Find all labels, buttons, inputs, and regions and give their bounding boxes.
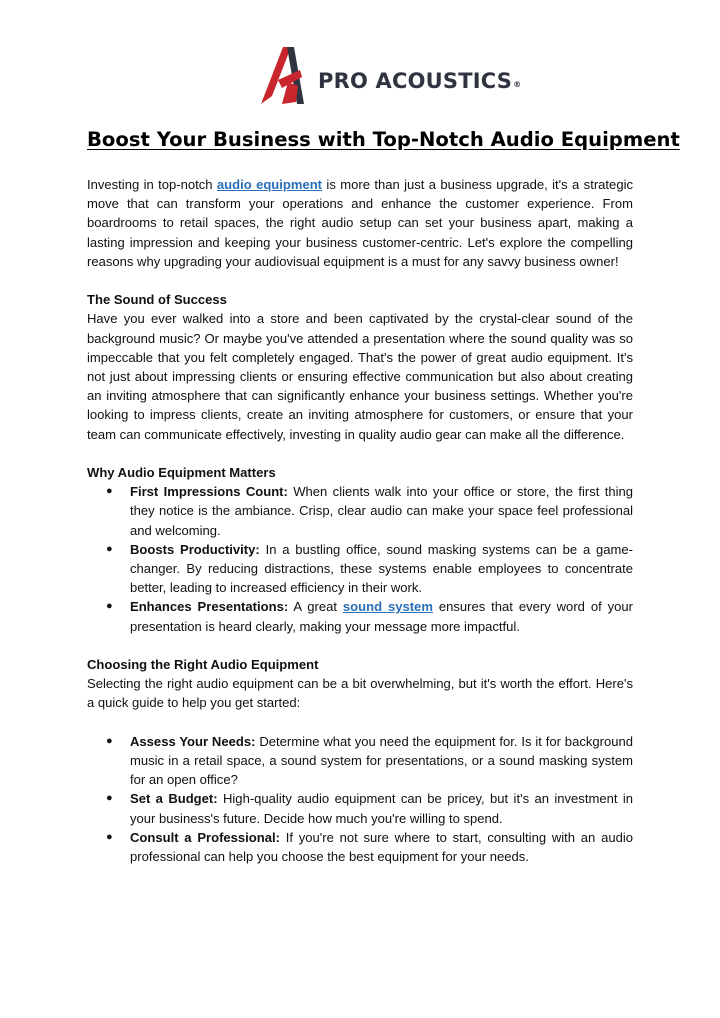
sound-system-link[interactable]: sound system <box>342 599 433 615</box>
bullet-icon: ● <box>106 734 113 747</box>
bullet-icon: ● <box>106 485 113 498</box>
pro-acoustics-a-icon <box>258 44 310 106</box>
brand-name: PRO ACOUSTICS® <box>318 68 522 93</box>
bullet-icon: ● <box>106 600 113 613</box>
article-body <box>87 175 633 866</box>
why-audio-list <box>87 482 633 636</box>
section-heading-sound-of-success: The Sound of Success <box>87 292 227 308</box>
choosing-equipment-paragraph: Selecting the right audio equipment can be a bit overwhelming, but it's worth the effort. Here's a quick guide to help you get started: <box>87 676 633 711</box>
choosing-guide-list <box>87 732 633 866</box>
section-heading-choosing-equipment: Choosing the Right Audio Equipment <box>87 657 319 673</box>
list-item: ● Consult a Professional: If you're not sure where to start, consulting with an audio professional can help you choose the best equipment for your needs. <box>106 829 633 865</box>
bullet-icon: ● <box>106 792 113 805</box>
list-item: ● Boosts Productivity: In a bustling office, sound masking systems can be a game-changer. By reducing distractions, these systems enable employees to concentrate better, leading to increased efficiency in their work. <box>106 541 633 596</box>
sound-of-success-paragraph: Have you ever walked into a store and been captivated by the crystal-clear sound of the background music? Or maybe you've attended a presentation where the sound quality was so impeccable that you felt completely engaged. That's the power of great audio equipment. It's not just about impressing clients or ensuring effective communication but also about creating an inviting atmosphere that can significantly enhance your business settings. Whether you're looking to impress clients, create an inviting atmosphere for customers, or ensure that your team can communicate effectively, investing in quality audio gear can make all the difference. <box>87 311 633 442</box>
registered-mark: ® <box>513 79 522 89</box>
list-item: ● First Impressions Count: When clients walk into your office or store, the first thing they notice is the ambiance. Crisp, clear audio can make your space feel professional and welcoming. <box>106 484 634 538</box>
page-title: Boost Your Business with Top-Notch Audio Equipment <box>87 128 680 151</box>
section-heading-why-audio-matters: Why Audio Equipment Matters <box>87 465 276 481</box>
list-item: ● Assess Your Needs: Determine what you need the equipment for. Is it for background music in a retail space, a sound system for presentations, or a sound masking system for an open office? <box>106 733 633 788</box>
bullet-icon: ● <box>106 830 113 843</box>
list-item: ● Set a Budget: High-quality audio equipment can be pricey, but it's an investment in your business's future. Decide how much you're willing to spend. <box>106 791 633 826</box>
brand-logo <box>258 44 521 106</box>
bullet-icon: ● <box>106 542 113 555</box>
list-item: ● Enhances Presentations: A great sound system ensures that every word of your presentation is heard clearly, making your message more impactful. <box>106 599 633 634</box>
intro-paragraph: Investing in top-notch audio equipment is more than just a business upgrade, it's a strategic move that can transform your operations and enhance the customer experience. From boardrooms to retail spaces, the right audio setup can set your business apart, making a lasting impression and keeping your business customer-centric. Let's explore the compelling reasons why upgrading your audiovisual equipment is a must for any savvy business owner! <box>87 177 633 269</box>
audio-equipment-link[interactable]: audio equipment <box>216 177 323 192</box>
